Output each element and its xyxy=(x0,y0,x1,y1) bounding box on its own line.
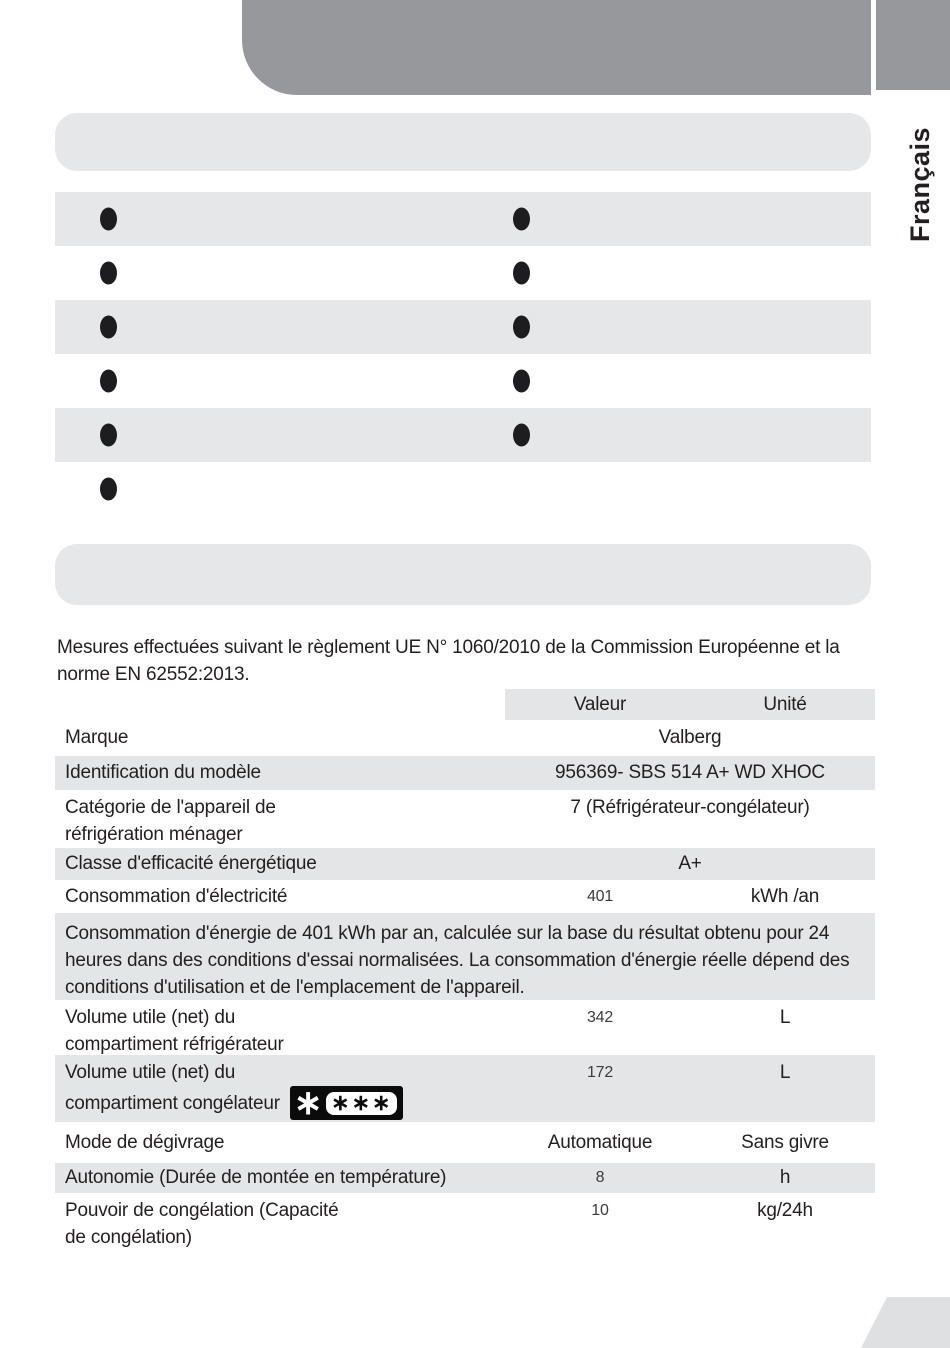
list-item xyxy=(55,300,871,354)
row-value: 956369- SBS 514 A+ WD XHOC xyxy=(555,762,825,783)
table-row-energy-note xyxy=(55,913,875,1000)
bullet-icon xyxy=(100,478,117,501)
row-label: Volume utile (net) du compartiment réfrigérateur xyxy=(65,1007,284,1055)
column-header-unite: Unité xyxy=(763,693,807,715)
list-item xyxy=(55,462,871,516)
row-unit: kg/24h xyxy=(757,1200,813,1221)
row-label: Consommation d'électricité xyxy=(65,885,288,907)
bullet-icon xyxy=(100,316,117,339)
section-subtitle-bar xyxy=(55,544,871,605)
column-header-valeur: Valeur xyxy=(573,693,627,715)
table-row-pouvoir-congelation xyxy=(55,1193,875,1259)
bullet-icon xyxy=(513,424,530,447)
row-label: Identification du modèle xyxy=(65,762,261,783)
row-label: Catégorie de l'appareil de réfrigération ménager xyxy=(65,797,276,845)
row-value: A+ xyxy=(678,853,702,874)
row-value: 7 (Réfrigérateur-congélateur) xyxy=(570,797,810,818)
language-tab: Français xyxy=(905,126,935,242)
table-row-marque xyxy=(55,720,875,756)
row-label: Classe d'efficacité énergétique xyxy=(65,853,317,874)
row-label: Volume utile (net) du compartiment congélateur ∗ ∗∗∗ xyxy=(65,1059,403,1120)
freezer-star-icon: ∗ xyxy=(293,1084,323,1122)
bullet-icon xyxy=(100,370,117,393)
row-value: Valberg xyxy=(658,727,722,748)
bullet-icon xyxy=(100,208,117,231)
row-unit: Sans givre xyxy=(741,1131,829,1153)
page-header-band xyxy=(242,0,871,95)
row-unit: L xyxy=(779,1007,791,1028)
measurement-note: Mesures effectuées suivant le règlement UE N° 1060/2010 de la Commission Européenne et la norme EN 62552:2013. xyxy=(57,637,840,685)
bullet-icon xyxy=(513,208,530,231)
bullet-icon xyxy=(513,316,530,339)
section-title-bar xyxy=(55,113,871,171)
bullet-icon xyxy=(513,370,530,393)
row-label: Marque xyxy=(65,727,129,748)
row-label: Mode de dégivrage xyxy=(65,1131,225,1153)
freezer-4-star-icon xyxy=(290,1086,404,1120)
row-label: Autonomie (Durée de montée en température) xyxy=(65,1167,447,1188)
row-value: 8 xyxy=(595,1169,605,1186)
table-row-classe-energie xyxy=(55,848,875,880)
row-value: 342 xyxy=(586,1009,614,1026)
freezer-three-stars-icon: ∗∗∗ xyxy=(326,1092,397,1115)
row-value: 10 xyxy=(591,1202,609,1219)
row-value: Automatique xyxy=(547,1131,653,1153)
bullet-icon xyxy=(513,262,530,285)
table-row-autonomie xyxy=(55,1163,875,1193)
table-row-volume-refrigerateur xyxy=(55,1000,875,1055)
table-header-row xyxy=(55,689,875,720)
row-unit: L xyxy=(779,1062,791,1083)
table-row-degivrage xyxy=(55,1122,875,1163)
energy-note-text: Consommation d'énergie de 401 kWh par an, calculée sur la base du résultat obtenu pour 24 heures dans des conditions d'essai normalisées. La consommation d'énergie réelle dépend des conditions d'utilisation et de l'emplacement de l'appareil. xyxy=(65,923,850,998)
list-item xyxy=(55,246,871,300)
page-corner-mark xyxy=(858,1297,950,1348)
table-row-identification xyxy=(55,756,875,790)
spec-table xyxy=(55,689,875,1259)
row-value: 401 xyxy=(586,887,614,905)
list-item xyxy=(55,408,871,462)
table-row-categorie xyxy=(55,790,875,848)
table-row-volume-congelateur xyxy=(55,1055,875,1122)
bullet-icon xyxy=(100,262,117,285)
bullet-list xyxy=(55,192,871,516)
page-header-corner-block xyxy=(876,0,950,90)
list-item xyxy=(55,354,871,408)
row-label: Pouvoir de congélation (Capacité de congélation) xyxy=(65,1200,339,1248)
row-unit: kWh /an xyxy=(750,885,820,907)
row-unit: h xyxy=(779,1167,791,1188)
list-item xyxy=(55,192,871,246)
table-row-consommation xyxy=(55,880,875,913)
bullet-icon xyxy=(100,424,117,447)
row-value: 172 xyxy=(586,1064,614,1081)
